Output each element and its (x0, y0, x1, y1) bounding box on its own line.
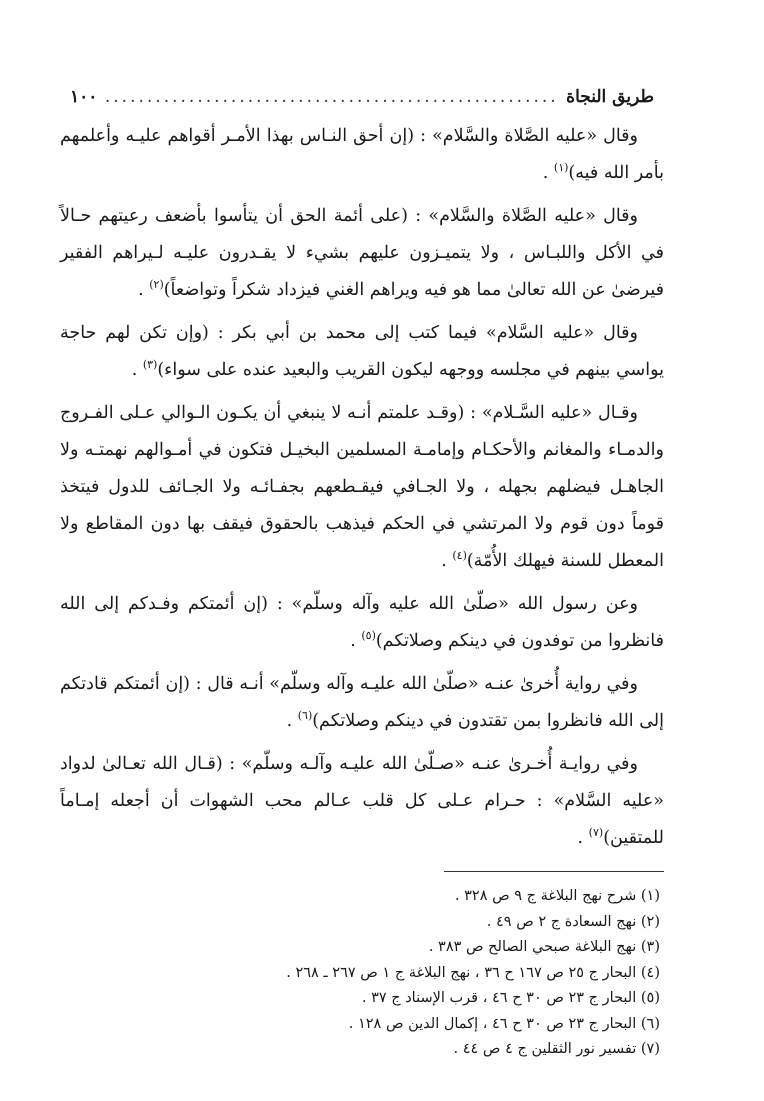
page-number: ١٠٠ (70, 87, 98, 107)
paragraph (60, 198, 664, 309)
paragraph-text: وفي رواية أُخرىٰ عنـه «صلّىٰ الله عليـه وآله وسلّم» أنـه قال : (إن أئمتكم قادتكم إلى الله فانظروا بمن تقتدون في دينكم وصلاتكم) (60, 674, 664, 731)
footnote-ref: (٤) (452, 549, 467, 563)
paragraph-end: . (542, 163, 554, 183)
footnote: (٧) تفسير نور الثقلين ج ٤ ص ٤٤ . (453, 1041, 660, 1057)
paragraph-end: . (577, 828, 589, 848)
footnote-ref: (٥) (361, 629, 376, 643)
footnote-ref: (٧) (588, 826, 604, 840)
footnote: (١) شرح نهج البلاغة ج ٩ ص ٣٢٨ . (454, 888, 660, 904)
footnote: (٣) نهج البلاغة صبحي الصالح ص ٣٨٣ . (428, 939, 660, 955)
paragraph (60, 586, 664, 660)
paragraph (60, 118, 664, 192)
paragraph-end: . (286, 711, 298, 731)
footnotes (60, 884, 664, 1063)
paragraph-end: . (441, 551, 453, 571)
running-head (60, 82, 664, 112)
paragraph (60, 666, 664, 740)
leader-dots: ...................................................... (104, 87, 559, 107)
paragraph (60, 746, 664, 857)
paragraph-text: وعن رسول الله «صلّىٰ الله عليه وآله وسلّم» : (إن أئمتكم وفـدكم إلى الله فانظروا من توفدون في دينكم وصلاتكم) (60, 594, 664, 651)
paragraph-end: . (131, 360, 143, 380)
footnote-ref: (١) (553, 161, 569, 175)
paragraph-text: وقال «عليه السَّلام» فيما كتب إلى محمد بن أبي بكر : (وإن تكن لهم حاجة يواسي بينهم في مجلسه ووجهه ليكون القريب والبعيد عنده على سواء) (60, 323, 664, 380)
footnote: (٦) البحار ج ٢٣ ص ٣٠ ح ٤٦ ، إكمال الدين ص ١٢٨ . (348, 1015, 660, 1032)
paragraph-end: . (138, 280, 150, 300)
footnote: (٥) البحار ج ٢٣ ص ٣٠ ح ٤٦ ، قرب الإسناد ج ٣٧ . (361, 990, 660, 1006)
paragraph-text: وفي روايـة أُخـرىٰ عنـه «صـلّىٰ الله عليـه وآلـه وسلّم» : (قـال الله تعـالىٰ لدواد «عليه السَّلام» : حـرام عـلى كل قلب عـالم محب الشهوات أن أجعله إمـاماً للمتقين) (60, 754, 664, 848)
paragraph-text: وقال «عليه الصَّلاة والسَّلام» : (على أئمة الحق أن يتأسوا بأضعف رعيتهم حـالاً في الأكل واللبـاس ، ولا يتميـزون عليهم بشيء لا يقـدرون عليـه لـيراهم الفقير فيرضىٰ عن الله تعالىٰ مما هو فيه ويراهم الغني فيزداد شكراً وتواضعاً) (60, 206, 664, 300)
paragraph (60, 395, 664, 580)
footnote-ref: (٢) (149, 278, 164, 292)
footnote-ref: (٣) (142, 358, 158, 372)
footnote: (٢) نهج السعادة ج ٢ ص ٤٩ . (486, 913, 660, 930)
paragraph-end: . (350, 631, 362, 651)
book-title: طريق النجاة (566, 87, 654, 107)
main-text (60, 118, 664, 857)
footnote: (٤) البحار ج ٢٥ ص ١٦٧ ح ٣٦ ، نهج البلاغة ج ١ ص ٢٦٧ ـ ٢٦٨ . (286, 964, 660, 981)
footnote-ref: (٦) (297, 709, 313, 723)
paragraph-text: وقال «عليه الصَّلاة والسَّلام» : (إن أحق النـاس بهذا الأمـر أقواهم عليـه وأعلمهم بأمر الله فيه) (60, 126, 664, 183)
footnote-separator (444, 871, 664, 872)
book-page (60, 82, 664, 1063)
paragraph (60, 315, 664, 389)
paragraph-text: وقـال «عليه السَّـلام» : (وقـد علمتم أنـه لا ينبغي أن يكـون الـوالي عـلى الفـروج والدمـاء والمغانم والأحكـام وإمامـة المسلمين البخيـل فتكون في أمـوالهم نهمتـه ولا الجاهـل فيضلهم بجهله ، ولا الجـافي فيقـطعهم بجفـائـه ولا الجـائف للدول فيتخذ قوماً دون قوم ولا المرتشي في الحكم فيذهب بالحقوق فيقف بها دون المقاطع ولا المعطل للسنة فيهلك الأُمّة) (60, 403, 664, 571)
